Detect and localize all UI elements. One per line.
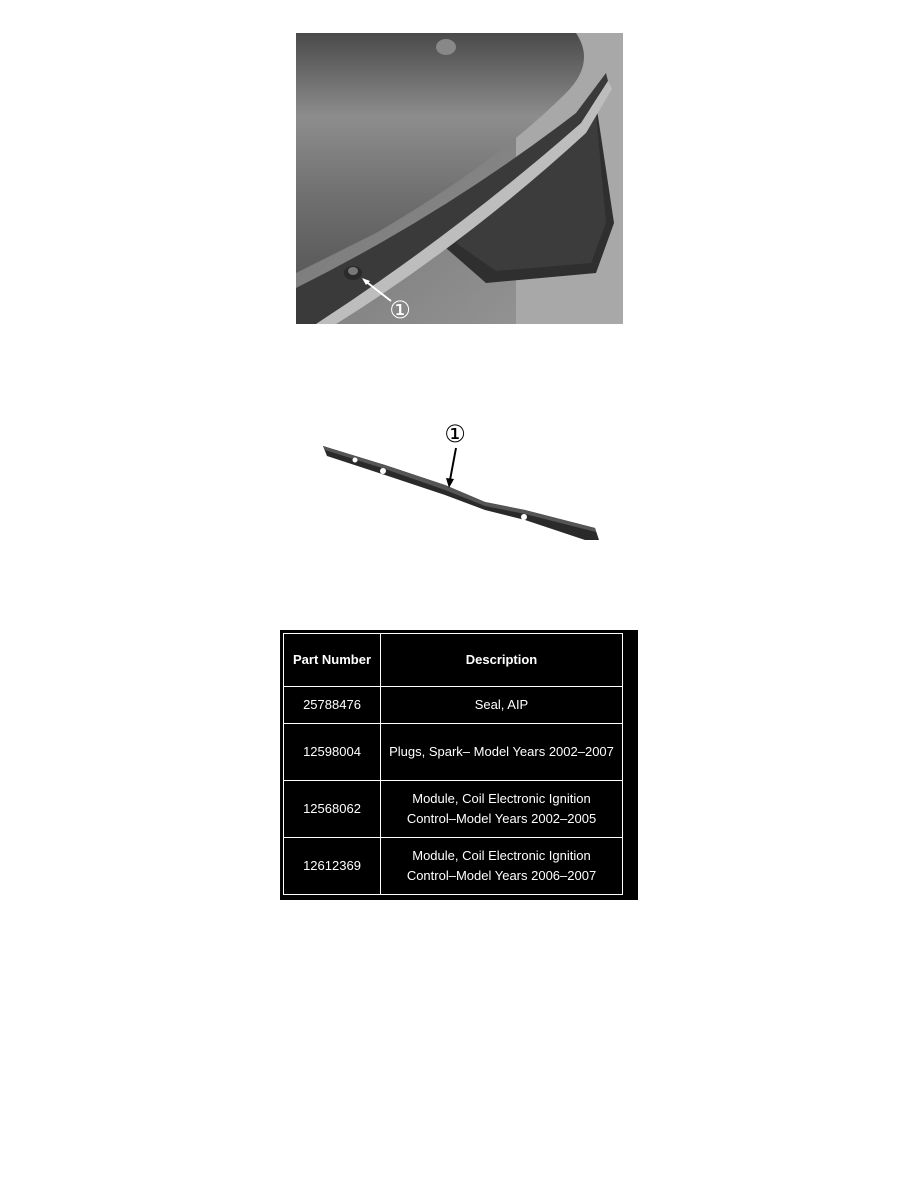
table-header-row <box>284 634 623 687</box>
table-row <box>284 724 623 781</box>
part-number-cell: 12612369 <box>284 838 381 895</box>
description-cell: Seal, AIP <box>381 687 623 724</box>
description-cell: Plugs, Spark– Model Years 2002–2007 <box>381 724 623 781</box>
header-description: Description <box>381 634 623 687</box>
parts-table-container <box>280 630 638 900</box>
part-number-cell: 12598004 <box>284 724 381 781</box>
table-row <box>284 781 623 838</box>
part-number-cell: 25788476 <box>284 687 381 724</box>
parts-table <box>283 633 623 895</box>
instrument-panel-photo <box>296 33 623 324</box>
callout-number: ① <box>444 420 466 448</box>
table-row <box>284 838 623 895</box>
seal-strip-illustration <box>315 410 605 555</box>
callout-number: ① <box>389 296 411 324</box>
description-cell: Module, Coil Electronic Ignition Control–Model Years 2002–2005 <box>381 781 623 838</box>
description-cell: Module, Coil Electronic Ignition Control–Model Years 2006–2007 <box>381 838 623 895</box>
table-row <box>284 687 623 724</box>
header-part-number: Part Number <box>284 634 381 687</box>
part-number-cell: 12568062 <box>284 781 381 838</box>
table-side-bar <box>624 630 638 900</box>
